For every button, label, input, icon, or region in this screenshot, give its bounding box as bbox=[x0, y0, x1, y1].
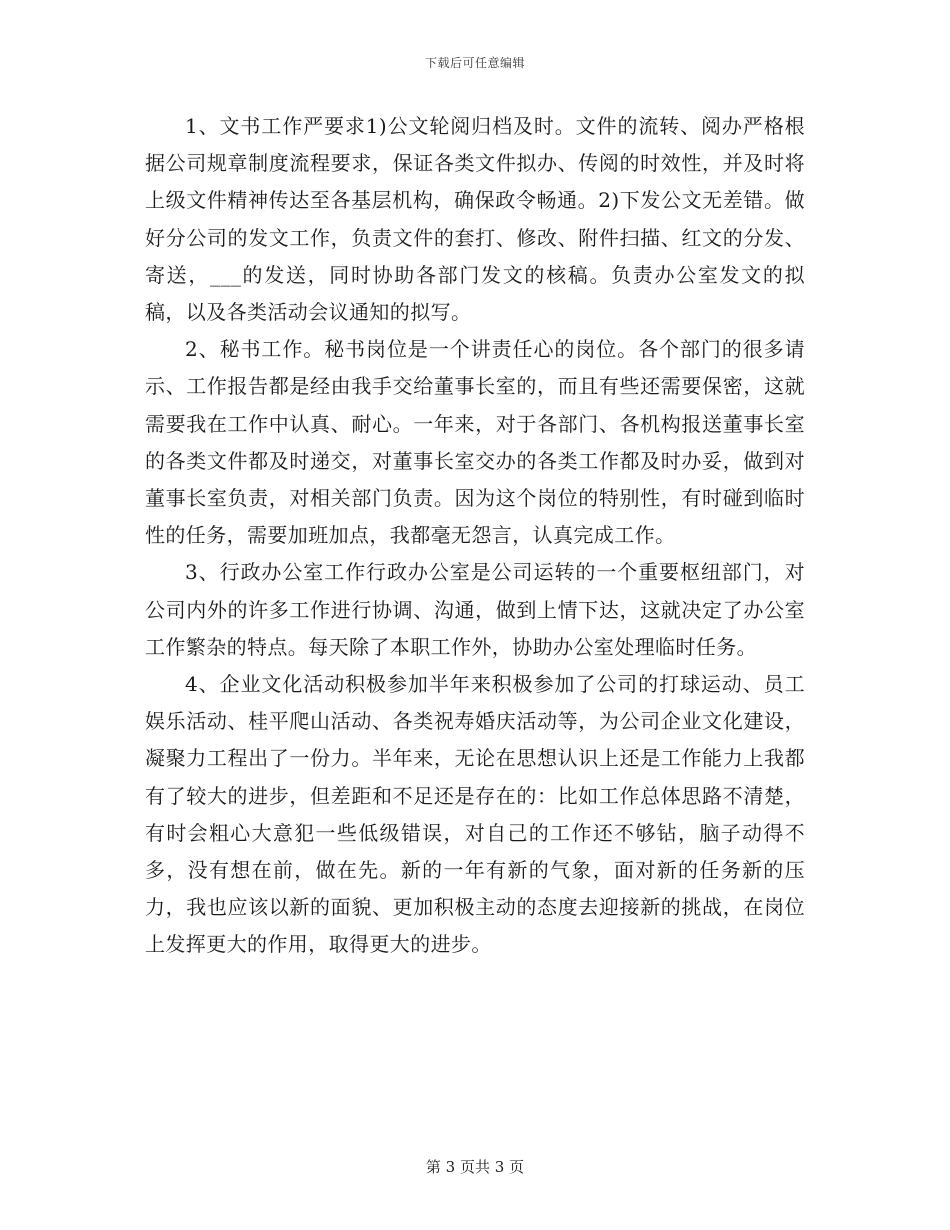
paragraph-1: 1、文书工作严要求1)公文轮阅归档及时。文件的流转、阅办严格根据公司规章制度流程要求，保证各类文件拟办、传阅的时效性，并及时将上级文件精神传达至各基层机构，确保政令畅通。2)下发公文无差错。做好分公司的发文工作，负责文件的套打、修改、附件扫描、红文的分发、寄送，___的发送，同时协助各部门发文的核稿。负责办公室发文的拟稿，以及各类活动会议通知的拟写。 bbox=[145, 114, 805, 325]
page-footer: 第 3 页共 3 页 bbox=[425, 1158, 525, 1176]
paragraph-4: 4、企业文化活动积极参加半年来积极参加了公司的打球运动、员工娱乐活动、桂平爬山活动、各类祝寿婚庆活动等，为公司企业文化建设，凝聚力工程出了一份力。半年来，无论在思想认识上还是工作能力上我都有了较大的进步，但差距和不足还是存在的：比如工作总体思路不清楚，有时会粗心大意犯一些低级错误，对自己的工作还不够钻，脑子动得不多，没有想在前，做在先。新的一年有新的气象，面对新的任务新的压力，我也应该以新的面貌、更加积极主动的态度去迎接新的挑战，在岗位上发挥更大的作用，取得更大的进步。 bbox=[145, 672, 805, 957]
paragraph-3: 3、行政办公室工作行政办公室是公司运转的一个重要枢纽部门，对公司内外的许多工作进行协调、沟通，做到上情下达，这就决定了办公室工作繁杂的特点。每天除了本职工作外，协助办公室处理临时任务。 bbox=[145, 560, 805, 659]
paragraph-2: 2、秘书工作。秘书岗位是一个讲责任心的岗位。各个部门的很多请示、工作报告都是经由我手交给董事长室的，而且有些还需要保密，这就需要我在工作中认真、耐心。一年来，对于各部门、各机构报送董事长室的各类文件都及时递交，对董事长室交办的各类工作都及时办妥，做到对董事长室负责，对相关部门负责。因为这个岗位的特别性，有时碰到临时性的任务，需要加班加点，我都毫无怨言，认真完成工作。 bbox=[145, 337, 805, 548]
page-header: 下载后可任意编辑 bbox=[424, 56, 525, 70]
document-body bbox=[145, 108, 805, 964]
